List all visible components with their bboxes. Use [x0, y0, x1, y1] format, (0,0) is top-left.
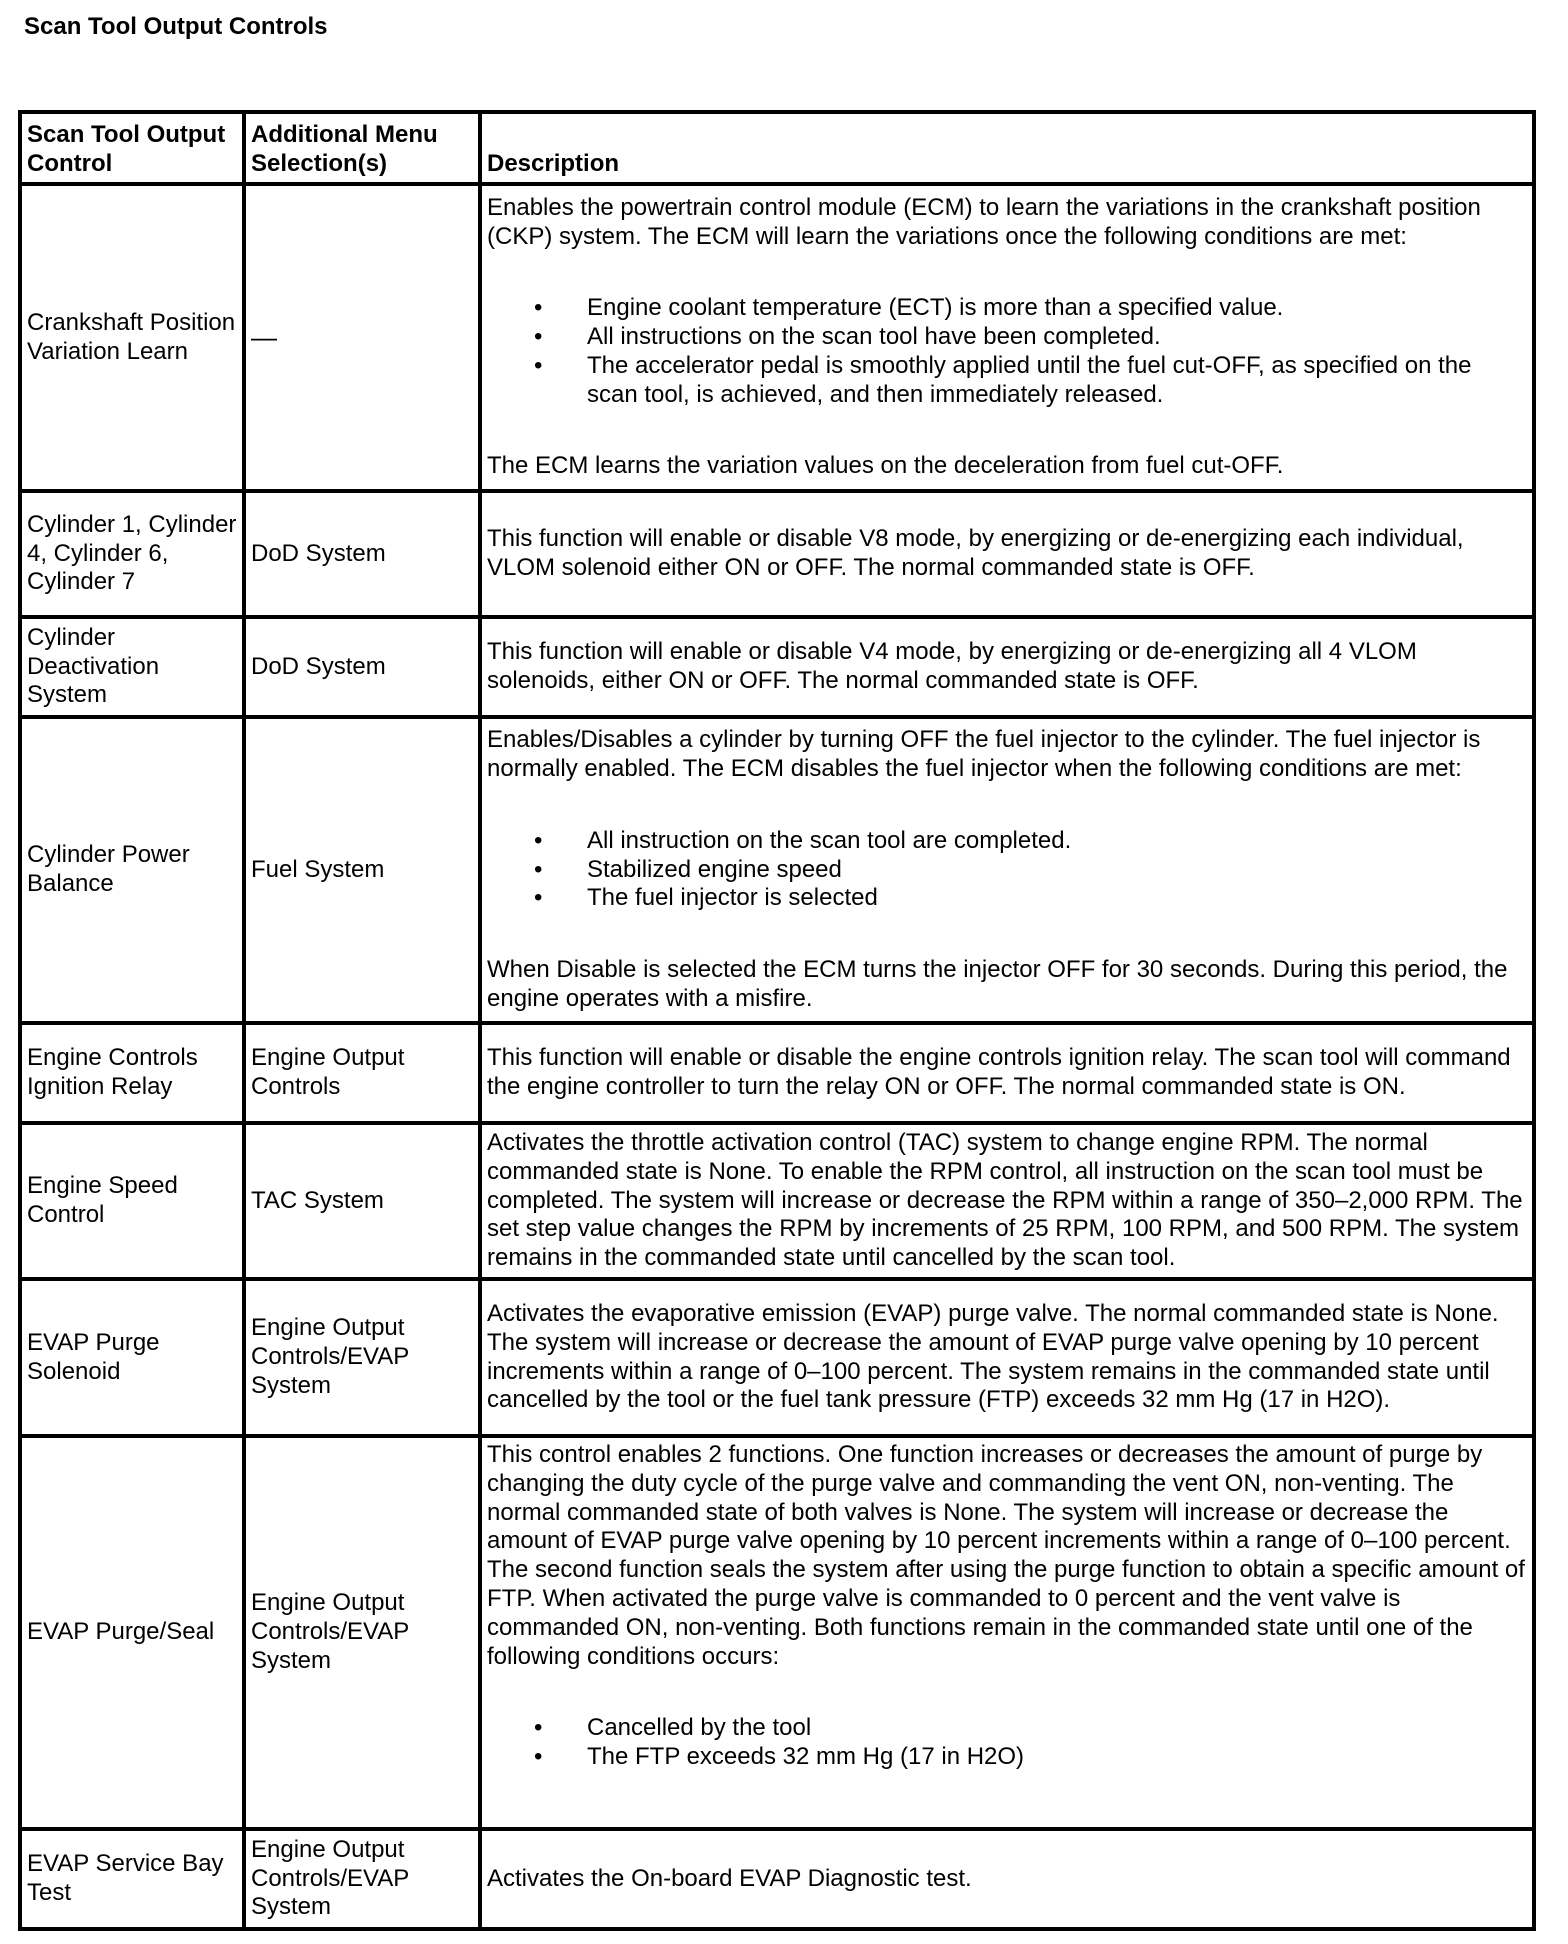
list-item: • Cancelled by the tool [487, 1714, 1528, 1743]
list-item: • Stabilized engine speed [487, 856, 1528, 885]
menu-selection: Engine Output Controls/EVAP System [244, 1436, 480, 1829]
menu-selection: Fuel System [244, 717, 480, 1023]
table-row [20, 1123, 1534, 1279]
description [480, 717, 1534, 1023]
description [480, 1023, 1534, 1123]
control-name: EVAP Service Bay Test [20, 1829, 244, 1929]
output-controls-table [18, 110, 1536, 1931]
list-item: • All instructions on the scan tool have been completed. [487, 323, 1528, 352]
control-name: EVAP Purge Solenoid [20, 1279, 244, 1436]
control-name: EVAP Purge/Seal [20, 1436, 244, 1829]
header-control: Scan Tool Output Control [20, 112, 244, 184]
description-intro: Activates the evaporative emission (EVAP) purge valve. The normal commanded state is None. The system will increase or decrease the amount of EVAP purge valve opening by 10 percent increments within a range of 0–100 percent. The system remains in the commanded state until cancelled by the tool or the fuel tank pressure (FTP) exceeds 32 mm Hg (17 in H2O). [487, 1299, 1499, 1414]
description-intro: Activates the On-board EVAP Diagnostic test. [487, 1864, 972, 1892]
description [480, 184, 1534, 491]
menu-selection: Engine Output Controls/EVAP System [244, 1279, 480, 1436]
condition-list [487, 294, 1528, 409]
table-row [20, 1436, 1534, 1829]
description-outro: The ECM learns the variation values on the deceleration from fuel cut-OFF. [487, 452, 1284, 480]
description-intro: Activates the throttle activation control (TAC) system to change engine RPM. The normal commanded state is None. To enable the RPM control, all instruction on the scan tool must be completed. The system will increase or decrease the RPM within a range of 350–2,000 RPM. The set step value changes the RPM by increments of 25 RPM, 100 RPM, and 500 RPM. The system remains in the commanded state until cancelled by the scan tool. [487, 1129, 1523, 1272]
table-row [20, 184, 1534, 491]
table-row [20, 1829, 1534, 1929]
description-intro: This function will enable or disable V4 mode, by energizing or de-energizing all 4 VLOM solenoids, either ON or OFF. The normal commanded state is OFF. [487, 638, 1417, 694]
description [480, 617, 1534, 717]
list-item: • The accelerator pedal is smoothly applied until the fuel cut-OFF, as specified on the scan tool, is achieved, and then immediately released. [487, 352, 1528, 410]
control-name: Engine Controls Ignition Relay [20, 1023, 244, 1123]
table-row [20, 1279, 1534, 1436]
table-row [20, 1023, 1534, 1123]
list-item: • The FTP exceeds 32 mm Hg (17 in H2O) [487, 1743, 1528, 1772]
description [480, 1123, 1534, 1279]
description-intro: This function will enable or disable the engine controls ignition relay. The scan tool will command the engine controller to turn the relay ON or OFF. The normal commanded state is ON. [487, 1044, 1511, 1100]
menu-selection: DoD System [244, 617, 480, 717]
control-name: Crankshaft Position Variation Learn [20, 184, 244, 491]
description [480, 1829, 1534, 1929]
table-row [20, 617, 1534, 717]
control-name: Cylinder Deactivation System [20, 617, 244, 717]
description-outro: When Disable is selected the ECM turns the injector OFF for 30 seconds. During this period, the engine operates with a misfire. [487, 956, 1508, 1012]
header-menu-selection: Additional Menu Selection(s) [244, 112, 480, 184]
table-row [20, 717, 1534, 1023]
list-item: • Engine coolant temperature (ECT) is more than a specified value. [487, 294, 1528, 323]
menu-selection: — [244, 184, 480, 491]
page-title: Scan Tool Output Controls [24, 13, 328, 40]
description [480, 1279, 1534, 1436]
table-header-row [20, 112, 1534, 184]
condition-list [487, 827, 1528, 913]
description [480, 1436, 1534, 1829]
description-intro: This function will enable or disable V8 mode, by energizing or de-energizing each individual, VLOM solenoid either ON or OFF. The normal commanded state is OFF. [487, 525, 1464, 581]
control-name: Engine Speed Control [20, 1123, 244, 1279]
control-name: Cylinder 1, Cylinder 4, Cylinder 6, Cylinder 7 [20, 491, 244, 617]
list-item: • The fuel injector is selected [487, 884, 1528, 913]
description-intro: This control enables 2 functions. One function increases or decreases the amount of purge by changing the duty cycle of the purge valve and commanding the vent ON, non-venting. The normal commanded state of both valves is None. The system will increase or decrease the amount of EVAP purge valve opening by 10 percent increments within a range of 0–100 percent. The second function seals the system after using the purge function to obtain a specific amount of FTP. When activated the purge valve is commanded to 0 percent and the vent valve is commanded ON, non-venting. Both functions remain in the commanded state until one of the following conditions occurs: [487, 1441, 1525, 1670]
menu-selection: DoD System [244, 491, 480, 617]
table-row [20, 491, 1534, 617]
menu-selection: Engine Output Controls [244, 1023, 480, 1123]
condition-list [487, 1714, 1528, 1772]
menu-selection: Engine Output Controls/EVAP System [244, 1829, 480, 1929]
description-intro: Enables the powertrain control module (ECM) to learn the variations in the crankshaft position (CKP) system. The ECM will learn the variations once the following conditions are met: [487, 193, 1481, 250]
menu-selection: TAC System [244, 1123, 480, 1279]
header-description: Description [480, 112, 1534, 184]
description [480, 491, 1534, 617]
list-item: • All instruction on the scan tool are completed. [487, 827, 1528, 856]
control-name: Cylinder Power Balance [20, 717, 244, 1023]
description-intro: Enables/Disables a cylinder by turning OFF the fuel injector to the cylinder. The fuel injector is normally enabled. The ECM disables the fuel injector when the following conditions are met: [487, 726, 1481, 782]
